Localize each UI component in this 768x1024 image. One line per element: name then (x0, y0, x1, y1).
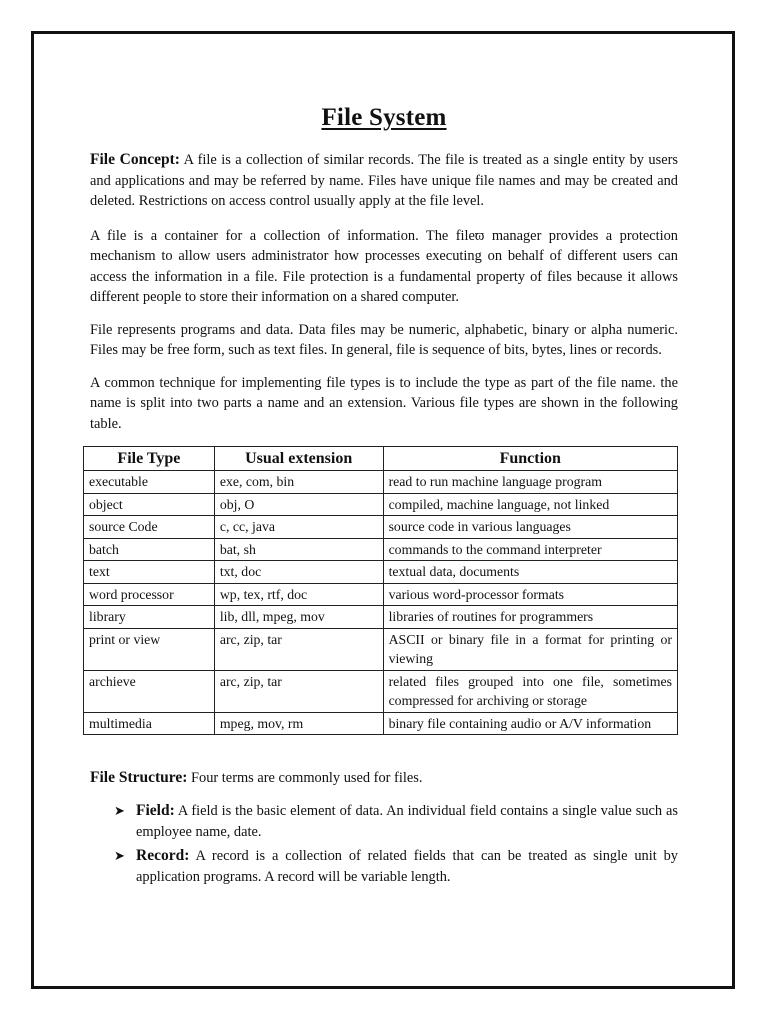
list-item-record (114, 846, 678, 887)
header-function: Function (383, 447, 677, 471)
term-label: Record: (136, 847, 190, 864)
file-structure-terms-list (114, 801, 678, 887)
cell-file-type: word processor (84, 583, 215, 606)
table-row (84, 606, 678, 629)
cell-extension: wp, tex, rtf, doc (214, 583, 383, 606)
table-row (84, 493, 678, 516)
cell-file-type: object (84, 493, 215, 516)
cell-function: source code in various languages (383, 516, 677, 539)
table-row (84, 628, 678, 670)
cell-file-type: batch (84, 538, 215, 561)
table-row (84, 538, 678, 561)
cell-extension: exe, com, bin (214, 471, 383, 494)
table-row (84, 583, 678, 606)
cell-file-type: library (84, 606, 215, 629)
cell-function: commands to the command interpreter (383, 538, 677, 561)
cell-function: various word-processor formats (383, 583, 677, 606)
cell-file-type: source Code (84, 516, 215, 539)
file-structure-text: Four terms are commonly used for files. (187, 770, 423, 786)
cell-extension: arc, zip, tar (214, 628, 383, 670)
table-row (84, 516, 678, 539)
cell-extension: txt, doc (214, 561, 383, 584)
header-file-type: File Type (84, 447, 215, 471)
cell-function: read to run machine language program (383, 471, 677, 494)
file-structure-heading: File Structure: (90, 769, 188, 786)
file-types-table (83, 446, 678, 735)
arrowhead-bullet-icon: ➤ (114, 848, 125, 863)
cell-extension: obj, O (214, 493, 383, 516)
file-concept-paragraph (90, 150, 678, 212)
table-header-row (84, 447, 678, 471)
table-row (84, 670, 678, 712)
document-body (90, 104, 678, 891)
term-label: Field: (136, 802, 175, 819)
cell-file-type: print or view (84, 628, 215, 670)
table-row (84, 712, 678, 735)
list-item-field (114, 801, 678, 842)
table-row (84, 471, 678, 494)
cell-function: textual data, documents (383, 561, 677, 584)
header-usual-extension: Usual extension (214, 447, 383, 471)
cell-extension: arc, zip, tar (214, 670, 383, 712)
cell-function: libraries of routines for programmers (383, 606, 677, 629)
cell-file-type: executable (84, 471, 215, 494)
term-description: A record is a collection of related fields that can be treated as single unit by application programs. A record will be variable length. (136, 848, 678, 885)
cell-function: binary file containing audio or A/V information (383, 712, 677, 735)
file-structure-paragraph (90, 769, 678, 787)
file-concept-heading: File Concept: (90, 151, 180, 168)
cell-extension: lib, dll, mpeg, mov (214, 606, 383, 629)
file-concept-text: A file is a collection of similar records. The file is treated as a single entity by users and applications and may be referred by name. Files have unique file names and may be created and deleted. Restrictions on access control usually apply at the file level. (90, 152, 678, 209)
page-title: File System (321, 104, 447, 131)
term-description: A field is the basic element of data. An individual field contains a single value such as employee name, date. (136, 803, 678, 840)
paragraph-protection: A file is a container for a collection of information. The fileϖ manager provides a protection mechanism to allow users administrator how processes executing on behalf of different users can access the information in a file. File protection is a fundamental property of files because it allows different people to store their information on a shared computer. (90, 227, 678, 305)
cell-function: related files grouped into one file, sometimes compressed for archiving or storage (383, 670, 677, 712)
paragraph-file-types: A common technique for implementing file types is to include the type as part of the file name. the name is split into two parts a name and an extension. Various file types are shown in the following table. (90, 374, 678, 432)
cell-file-type: text (84, 561, 215, 584)
cell-file-type: archieve (84, 670, 215, 712)
cell-function: compiled, machine language, not linked (383, 493, 677, 516)
paragraph-representation: File represents programs and data. Data files may be numeric, alphabetic, binary or alpha numeric. Files may be free form, such as text files. In general, file is sequence of bits, bytes, lines or records. (90, 321, 678, 358)
cell-extension: mpeg, mov, rm (214, 712, 383, 735)
cell-file-type: multimedia (84, 712, 215, 735)
table-row (84, 561, 678, 584)
cell-extension: c, cc, java (214, 516, 383, 539)
cell-extension: bat, sh (214, 538, 383, 561)
cell-function: ASCII or binary file in a format for printing or viewing (383, 628, 677, 670)
arrowhead-bullet-icon: ➤ (114, 803, 125, 818)
